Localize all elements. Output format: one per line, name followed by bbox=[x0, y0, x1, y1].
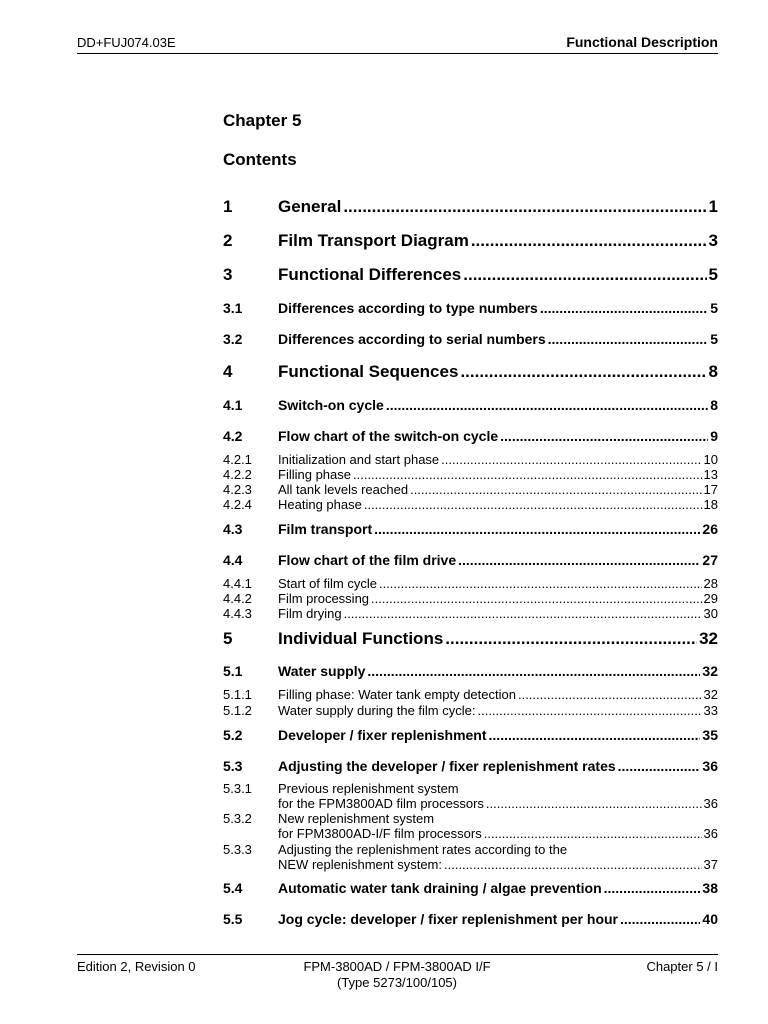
toc-leader bbox=[379, 576, 702, 591]
toc-entry[interactable] bbox=[223, 758, 718, 774]
toc-page: 5 bbox=[708, 265, 718, 284]
toc-leader bbox=[374, 521, 700, 537]
toc-number: 5.3.2 bbox=[223, 811, 252, 826]
toc-number: 4.4.3 bbox=[223, 606, 252, 621]
toc-page: 33 bbox=[703, 703, 718, 718]
toc-entry[interactable] bbox=[223, 265, 718, 285]
toc-number: 5.1 bbox=[223, 663, 243, 679]
toc-number: 5.3.3 bbox=[223, 842, 252, 857]
toc-page: 8 bbox=[708, 362, 718, 381]
document-id: DD+FUJ074.03E bbox=[77, 35, 176, 50]
toc-entry[interactable] bbox=[223, 482, 718, 497]
toc-title: Film drying bbox=[278, 606, 342, 621]
toc-entry[interactable] bbox=[223, 663, 718, 679]
toc-page: 18 bbox=[703, 497, 718, 512]
toc-title: Film Transport Diagram bbox=[278, 231, 469, 250]
toc-title: All tank levels reached bbox=[278, 482, 409, 497]
toc-leader bbox=[604, 880, 701, 896]
toc-title: Differences according to serial numbers bbox=[278, 331, 546, 347]
toc-title: Start of film cycle bbox=[278, 576, 377, 591]
model-line-2: (Type 5273/100/105) bbox=[337, 975, 457, 990]
toc-number: 4.2.1 bbox=[223, 452, 252, 467]
toc-page: 17 bbox=[703, 482, 718, 497]
toc-number: 3.1 bbox=[223, 300, 243, 316]
toc-leader bbox=[364, 497, 702, 512]
toc-entry[interactable] bbox=[223, 467, 718, 482]
toc-leader bbox=[471, 231, 707, 251]
toc-page: 36 bbox=[703, 826, 718, 841]
toc-title: Individual Functions bbox=[278, 629, 444, 648]
toc-leader bbox=[486, 796, 702, 811]
toc-number: 3.2 bbox=[223, 331, 243, 347]
toc-number: 4.3 bbox=[223, 521, 243, 537]
model-label bbox=[277, 959, 517, 991]
toc-number: 5.1.1 bbox=[223, 687, 252, 702]
toc-entry[interactable] bbox=[223, 197, 718, 217]
toc-page: 30 bbox=[703, 606, 718, 621]
model-line-1: FPM-3800AD / FPM-3800AD I/F bbox=[303, 959, 491, 974]
toc-page: 13 bbox=[703, 467, 718, 482]
toc-leader bbox=[410, 482, 701, 497]
toc-entry[interactable] bbox=[223, 842, 718, 872]
toc-title: Developer / fixer replenishment bbox=[278, 727, 487, 743]
toc-page: 5 bbox=[710, 331, 718, 347]
toc-number: 5.1.2 bbox=[223, 703, 252, 718]
toc-title: Jog cycle: developer / fixer replenishment per hour bbox=[278, 911, 618, 927]
toc-entry[interactable] bbox=[223, 880, 718, 896]
toc-page: 29 bbox=[703, 591, 718, 606]
toc-leader bbox=[540, 300, 708, 316]
toc-title: Flow chart of the film drive bbox=[278, 552, 457, 568]
toc-number: 4.1 bbox=[223, 397, 243, 413]
toc-leader bbox=[484, 826, 702, 841]
toc-page: 8 bbox=[710, 397, 718, 413]
toc-page: 10 bbox=[703, 452, 718, 467]
toc-entry[interactable] bbox=[223, 781, 718, 811]
toc-title: Switch-on cycle bbox=[278, 397, 384, 413]
toc-leader bbox=[460, 362, 706, 382]
toc-title: NEW replenishment system: bbox=[278, 857, 442, 872]
toc-number: 4.4.1 bbox=[223, 576, 252, 591]
page-footer bbox=[77, 954, 718, 995]
toc-number: 4.2 bbox=[223, 428, 243, 444]
toc-entry[interactable] bbox=[223, 911, 718, 927]
toc-page: 26 bbox=[702, 521, 718, 537]
toc-page: 9 bbox=[710, 428, 718, 444]
toc-leader bbox=[367, 663, 700, 679]
toc-entry[interactable] bbox=[223, 727, 718, 743]
toc-title: Filling phase bbox=[278, 467, 351, 482]
toc-leader bbox=[500, 428, 708, 444]
toc-number: 4.4 bbox=[223, 552, 243, 568]
toc-leader bbox=[444, 857, 702, 872]
toc-page: 32 bbox=[699, 629, 718, 648]
toc-entry[interactable] bbox=[223, 397, 718, 413]
toc-leader bbox=[344, 606, 702, 621]
toc-leader bbox=[353, 467, 702, 482]
toc-title-line1: Adjusting the replenishment rates according to the bbox=[278, 842, 568, 857]
toc-page: 37 bbox=[703, 857, 718, 872]
toc-title: for FPM3800AD-I/F film processors bbox=[278, 826, 482, 841]
contents-title: Contents bbox=[223, 150, 297, 169]
toc-entry[interactable] bbox=[223, 231, 718, 251]
toc-title: Functional Sequences bbox=[278, 362, 459, 381]
toc-leader bbox=[343, 197, 706, 217]
toc-title: Water supply during the film cycle: bbox=[278, 703, 476, 718]
toc-leader bbox=[445, 629, 697, 649]
toc-entry[interactable] bbox=[223, 687, 718, 702]
toc-title: Film processing bbox=[278, 591, 370, 606]
page-header bbox=[77, 34, 718, 54]
toc-entry[interactable] bbox=[223, 452, 718, 467]
toc-leader bbox=[463, 265, 706, 285]
toc-page: 32 bbox=[703, 687, 718, 702]
toc-number: 4.2.3 bbox=[223, 482, 252, 497]
toc-page: 36 bbox=[703, 796, 718, 811]
toc-page: 3 bbox=[708, 231, 718, 250]
toc-page: 35 bbox=[702, 727, 718, 743]
toc-number: 5.3 bbox=[223, 758, 243, 774]
toc-title: Initialization and start phase bbox=[278, 452, 440, 467]
toc-leader bbox=[618, 758, 701, 774]
page-reference: Chapter 5 / I bbox=[646, 959, 718, 974]
toc-entry[interactable] bbox=[223, 497, 718, 512]
edition-label: Edition 2, Revision 0 bbox=[77, 959, 196, 974]
toc-entry[interactable] bbox=[223, 703, 718, 718]
toc-title: Flow chart of the switch-on cycle bbox=[278, 428, 499, 444]
toc-number: 5.4 bbox=[223, 880, 243, 896]
toc-leader bbox=[371, 591, 702, 606]
toc-leader bbox=[386, 397, 708, 413]
header-section-title: Functional Description bbox=[566, 34, 718, 50]
toc-number: 4.2.2 bbox=[223, 467, 252, 482]
toc-entry[interactable] bbox=[223, 521, 718, 537]
toc-title: General bbox=[278, 197, 342, 216]
toc-entry[interactable] bbox=[223, 552, 718, 568]
toc-number: 4.2.4 bbox=[223, 497, 252, 512]
toc-leader bbox=[458, 552, 700, 568]
toc-number: 5.3.1 bbox=[223, 781, 252, 796]
toc-title: Filling phase: Water tank empty detection bbox=[278, 687, 516, 702]
toc-leader bbox=[518, 687, 702, 702]
toc-number: 2 bbox=[223, 231, 233, 250]
toc-number: 5.2 bbox=[223, 727, 243, 743]
toc-page: 27 bbox=[702, 552, 718, 568]
toc-entry[interactable] bbox=[223, 606, 718, 621]
toc-title: Functional Differences bbox=[278, 265, 462, 284]
toc-title: Heating phase bbox=[278, 497, 362, 512]
toc-page: 40 bbox=[702, 911, 718, 927]
toc-entry[interactable] bbox=[223, 629, 718, 649]
toc-entry[interactable] bbox=[223, 331, 718, 347]
toc-page: 36 bbox=[702, 758, 718, 774]
toc-page: 5 bbox=[710, 300, 718, 316]
chapter-title: Chapter 5 bbox=[223, 111, 302, 130]
toc-entry[interactable] bbox=[223, 362, 718, 382]
toc-page: 32 bbox=[702, 663, 718, 679]
toc-title: Differences according to type numbers bbox=[278, 300, 538, 316]
toc-title: Automatic water tank draining / algae prevention bbox=[278, 880, 602, 896]
toc-number: 3 bbox=[223, 265, 233, 284]
toc-page: 28 bbox=[703, 576, 718, 591]
toc-title: for the FPM3800AD film processors bbox=[278, 796, 484, 811]
toc-leader bbox=[620, 911, 700, 927]
toc-entry[interactable] bbox=[223, 300, 718, 316]
toc-entry[interactable] bbox=[223, 811, 718, 841]
toc-leader bbox=[548, 331, 709, 347]
toc-leader bbox=[477, 703, 701, 718]
toc-title: Film transport bbox=[278, 521, 373, 537]
toc-number: 4 bbox=[223, 362, 233, 381]
toc-title-line1: New replenishment system bbox=[278, 811, 435, 826]
toc-number: 5.5 bbox=[223, 911, 243, 927]
toc-title-line1: Previous replenishment system bbox=[278, 781, 459, 796]
toc-leader bbox=[489, 727, 701, 743]
toc-number: 4.4.2 bbox=[223, 591, 252, 606]
toc-entry[interactable] bbox=[223, 428, 718, 444]
toc-title: Water supply bbox=[278, 663, 366, 679]
toc-number: 1 bbox=[223, 197, 233, 216]
toc-entry[interactable] bbox=[223, 576, 718, 591]
toc-page: 1 bbox=[708, 197, 718, 216]
toc-page: 38 bbox=[702, 880, 718, 896]
toc-entry[interactable] bbox=[223, 591, 718, 606]
toc-leader bbox=[441, 452, 701, 467]
toc-number: 5 bbox=[223, 629, 233, 648]
toc-title: Adjusting the developer / fixer replenishment rates bbox=[278, 758, 616, 774]
